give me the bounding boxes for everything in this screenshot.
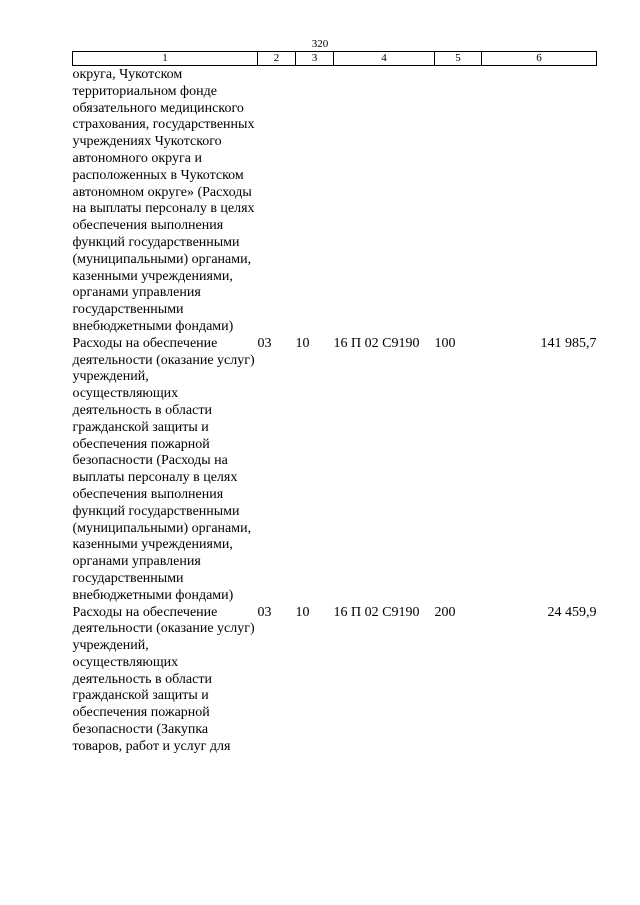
row-amount <box>482 66 597 336</box>
table-row <box>73 336 597 605</box>
row-description: округа, Чукотском территориальном фонде обязательного медицинского страхования, государственных учреждениях Чукотского автономного округа и расположенных в Чукотском автономном округе» (Расходы на выплаты персоналу в целях обеспечения выполнения функций государственными (муниципальными) органами, казенными учреждениями, органами управления государственными внебюджетными фондами) <box>72 67 255 334</box>
column-header-1: 1 <box>73 52 258 66</box>
row-target-article: 16 П 02 С9190 <box>333 604 420 620</box>
row-section: 03 <box>257 604 272 620</box>
column-header-6: 6 <box>482 52 597 66</box>
row-subsection: 10 <box>295 604 310 620</box>
budget-table <box>72 51 597 756</box>
column-number-row <box>73 52 597 66</box>
row-amount: 141 985,7 <box>540 335 597 351</box>
row-subsection <box>296 66 334 336</box>
row-description: Расходы на обеспечение деятельности (оказание услуг) учреждений, осуществляющих деятельность в области гражданской защиты и обеспечения пожарной безопасности (Расходы на выплаты персоналу в целях обеспечения выполнения функций государственными (муниципальными) органами, казенными учреждениями, органами управления государственными внебюджетными фондами) <box>72 335 255 603</box>
column-header-5: 5 <box>435 52 482 66</box>
row-expense-type: 200 <box>434 604 456 620</box>
table-row <box>73 66 597 336</box>
row-subsection: 10 <box>295 335 310 351</box>
column-header-2: 2 <box>258 52 296 66</box>
column-header-3: 3 <box>296 52 334 66</box>
row-expense-type: 100 <box>434 335 456 351</box>
row-section <box>258 66 296 336</box>
row-target-article <box>334 66 435 336</box>
row-section: 03 <box>257 335 272 351</box>
row-amount: 24 459,9 <box>547 604 597 620</box>
table-row <box>73 605 597 756</box>
column-header-4: 4 <box>334 52 435 66</box>
row-target-article: 16 П 02 С9190 <box>333 335 420 351</box>
page-number: 320 <box>311 38 329 50</box>
row-description: Расходы на обеспечение деятельности (оказание услуг) учреждений, осуществляющих деятельность в области гражданской защиты и обеспечения пожарной безопасности (Закупка товаров, работ и услуг для <box>72 604 255 754</box>
row-expense-type <box>435 66 482 336</box>
